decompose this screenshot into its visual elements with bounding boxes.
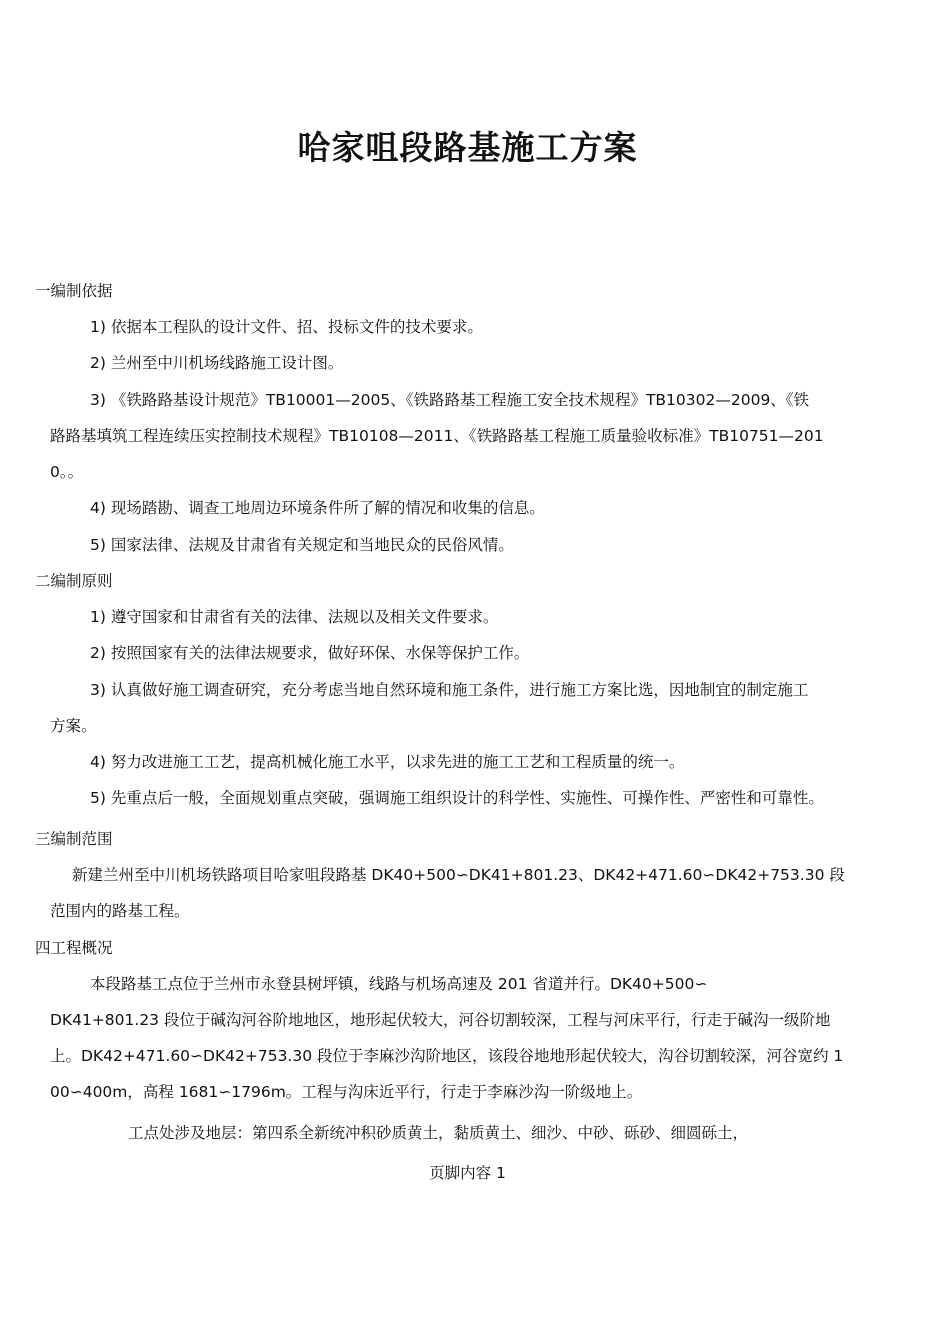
paragraph-line: 4) 现场踏勘、调查工地周边环境条件所了解的情况和收集的信息。: [90, 499, 545, 517]
paragraph-line: 上。DK42+471.60∽DK42+753.30 段位于李麻沙沟阶地区，该段谷地地形起伏较大，沟谷切割较深，河谷宽约 1: [50, 1047, 844, 1065]
paragraph-line: DK41+801.23 段位于碱沟河谷阶地地区，地形起伏较大，河谷切割较深，工程与河床平行，行走于碱沟一级阶地: [50, 1011, 831, 1029]
paragraph-line: 工点处涉及地层：第四系全新统冲积砂质黄土，黏质黄土、细沙、中砂、砾砂、细圆砾土，: [128, 1124, 749, 1142]
paragraph-line: 00∽400m，高程 1681∽1796m。工程与沟床近平行，行走于李麻沙沟一阶级地上。: [50, 1083, 643, 1101]
paragraph-line: 5) 先重点后一般，全面规划重点突破，强调施工组织设计的科学性、实施性、可操作性、严密性和可靠性。: [90, 789, 824, 807]
paragraph-line: 方案。: [50, 717, 97, 735]
paragraph-line: 范围内的路基工程。: [50, 902, 190, 920]
paragraph-line: 3) 《铁路路基设计规范》TB10001—2005、《铁路路基工程施工安全技术规程》TB10302—2009、《铁: [90, 391, 810, 409]
page-footer: 页脚内容 1: [429, 1164, 506, 1182]
paragraph-line: 5) 国家法律、法规及甘肃省有关规定和当地民众的民俗风情。: [90, 536, 514, 554]
paragraph-line: 1) 依据本工程队的设计文件、招、投标文件的技术要求。: [90, 318, 483, 336]
document-title: 哈家咀段路基施工方案: [297, 128, 638, 167]
section-heading: 一编制依据: [35, 282, 113, 300]
section-heading: 三编制范围: [35, 830, 113, 848]
section-heading: 四工程概况: [35, 939, 113, 957]
paragraph-line: 本段路基工点位于兰州市永登县树坪镇，线路与机场高速及 201 省道并行。DK40+500∽: [90, 975, 708, 993]
paragraph-line: 4) 努力改进施工工艺，提高机械化施工水平，以求先进的施工工艺和工程质量的统一。: [90, 753, 685, 771]
paragraph-line: 1) 遵守国家和甘肃省有关的法律、法规以及相关文件要求。: [90, 608, 499, 626]
section-heading: 二编制原则: [35, 572, 113, 590]
paragraph-line: 新建兰州至中川机场铁路项目哈家咀段路基 DK40+500∽DK41+801.23、DK42+471.60∽DK42+753.30 段: [72, 866, 845, 884]
paragraph-line: 2) 按照国家有关的法律法规要求，做好环保、水保等保护工作。: [90, 644, 530, 662]
paragraph-line: 路路基填筑工程连续压实控制技术规程》TB10108—2011、《铁路路基工程施工质量验收标准》TB10751—201: [50, 427, 824, 445]
paragraph-line: 0。。: [50, 463, 84, 481]
paragraph-line: 2) 兰州至中川机场线路施工设计图。: [90, 354, 344, 372]
paragraph-line: 3) 认真做好施工调查研究，充分考虑当地自然环境和施工条件，进行施工方案比选，因地制宜的制定施工: [90, 681, 809, 699]
